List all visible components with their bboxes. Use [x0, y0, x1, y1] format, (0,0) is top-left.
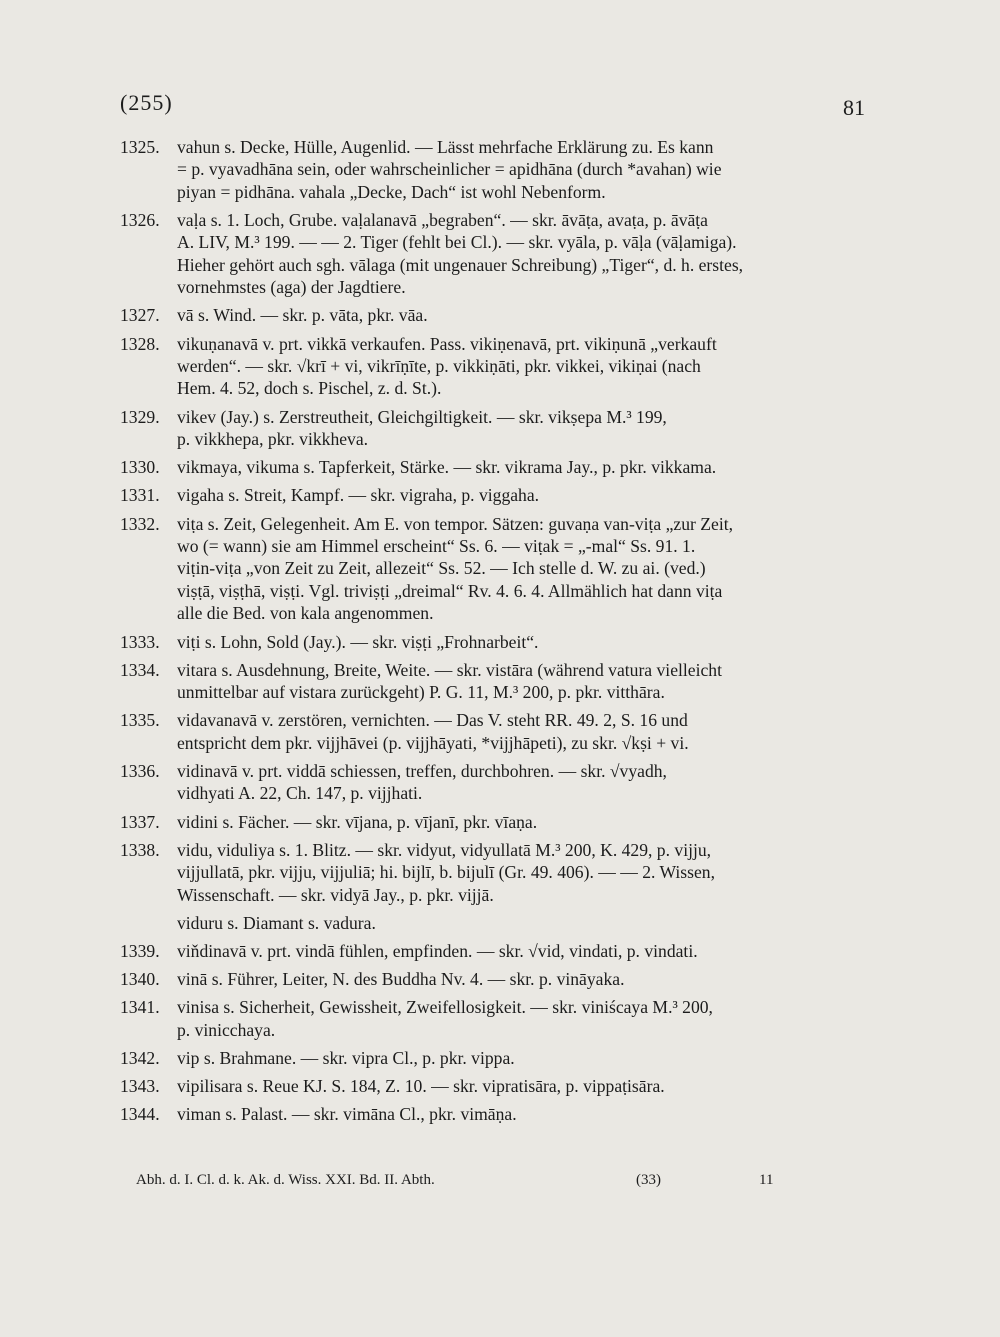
entry-line: Hieher gehört auch sgh. vālaga (mit ungenauer Schreibung) „Tiger“, d. h. erstes,: [177, 254, 744, 275]
entry-number: 1343.: [120, 1076, 160, 1097]
dictionary-entry: [120, 940, 870, 962]
page-reference: (255): [120, 90, 173, 115]
entry-number: 1344.: [120, 1104, 160, 1125]
entry-number: 1342.: [120, 1047, 160, 1068]
dictionary-entry: [120, 968, 870, 990]
entry-number: 1331.: [120, 485, 160, 506]
entry-line: werden“. — skr. √krī + vi, vikrīṇīte, p. vikkiṇāti, pkr. vikkei, vikiṇai (nach: [177, 356, 701, 377]
entry-number: 1329.: [120, 406, 160, 427]
entry-number: 1330.: [120, 457, 160, 478]
entry-line: p. vikkhepa, pkr. vikkheva.: [177, 429, 369, 450]
entry-number: 1327.: [120, 305, 160, 326]
dictionary-entry: [120, 484, 870, 506]
entry-line: vidu, viduliya s. 1. Blitz. — skr. vidyut, vidyullatā M.³ 200, K. 429, p. vijju,: [177, 839, 712, 860]
dictionary-entry: [120, 456, 870, 478]
dictionary-entry: [120, 996, 870, 1041]
entry-line: vidinavā v. prt. viddā schiessen, treffen, durchbohren. — skr. √vyadh,: [177, 760, 667, 781]
entry-line: vip s. Brahmane. — skr. vipra Cl., p. pkr. vippa.: [177, 1047, 515, 1068]
entry-number: 1341.: [120, 997, 160, 1018]
page-number: 81: [843, 95, 865, 120]
entry-line: vaḷa s. 1. Loch, Grube. vaḷalanavā „begraben“. — skr. āvāṭa, avaṭa, p. āvāṭa: [177, 210, 708, 231]
entry-number: 1325.: [120, 137, 160, 157]
entry-number: 1332.: [120, 513, 160, 534]
dictionary-entry: [120, 839, 870, 906]
entry-line: vā s. Wind. — skr. p. vāta, pkr. vāa.: [177, 305, 428, 326]
entry-line: vidhyati A. 22, Ch. 147, p. vijjhati.: [177, 783, 423, 804]
entry-line: viṭi s. Lohn, Sold (Jay.). — skr. viṣṭi „Frohnarbeit“.: [177, 631, 539, 652]
entry-line: vinā s. Führer, Leiter, N. des Buddha Nv. 4. — skr. p. vināyaka.: [177, 969, 625, 990]
entry-line: A. LIV, M.³ 199. — — 2. Tiger (fehlt bei Cl.). — skr. vyāla, p. vāḷa (vāḷamiga).: [177, 232, 737, 253]
entry-line: Hem. 4. 52, doch s. Pischel, z. d. St.).: [177, 378, 442, 399]
entry-line: vijjullatā, pkr. vijju, vijjuliā; hi. bijlī, b. bijulī (Gr. 49. 406). — — 2. Wissen,: [177, 862, 715, 883]
entry-line: piyan = pidhāna. vahala „Decke, Dach“ ist wohl Nebenform.: [177, 181, 606, 202]
dictionary-entry: [120, 304, 870, 326]
footer-publication: Abh. d. I. Cl. d. k. Ak. d. Wiss. XXI. Bd. II. Abth.: [136, 1172, 435, 1188]
dictionary-entry: [120, 631, 870, 653]
footer-signature: 11: [759, 1172, 774, 1188]
entry-number: 1334.: [120, 659, 160, 680]
entry-line: Wissenschaft. — skr. vidyā Jay., p. pkr. vijjā.: [177, 884, 494, 905]
entry-line: wo (= wann) sie am Himmel erscheint“ Ss. 6. — viṭak = „-mal“ Ss. 91. 1.: [177, 536, 696, 557]
entry-line: vidini s. Fächer. — skr. vījana, p. vījanī, pkr. vīaṇa.: [177, 811, 538, 832]
entry-line: viňdinavā v. prt. vindā fühlen, empfinden. — skr. √vid, vindati, p. vindati.: [177, 940, 698, 961]
entry-line: viṭin-viṭa „von Zeit zu Zeit, allezeit“ Ss. 52. — Ich stelle d. W. zu ai. (ved.): [177, 558, 706, 579]
entry-line: vikuṇanavā v. prt. vikkā verkaufen. Pass. vikiṇenavā, prt. vikiṇunā „verkauft: [177, 333, 717, 354]
dictionary-entry: [120, 760, 870, 805]
entry-number: 1335.: [120, 710, 160, 731]
entry-line: alle die Bed. von kala angenommen.: [177, 603, 434, 624]
dictionary-entry: [120, 912, 870, 934]
dictionary-entry: [120, 1047, 870, 1069]
dictionary-entry: [120, 1103, 870, 1125]
entry-line: viman s. Palast. — skr. vimāna Cl., pkr. vimāṇa.: [177, 1104, 517, 1125]
dictionary-entries: [120, 136, 870, 1132]
entry-number: 1326.: [120, 210, 160, 231]
entry-line: vornehmstes (aga) der Jagdtiere.: [177, 277, 406, 298]
entry-number: 1336.: [120, 760, 160, 781]
dictionary-entry: [120, 811, 870, 833]
dictionary-entry: [120, 209, 870, 299]
entry-number: 1337.: [120, 811, 160, 832]
dictionary-entry: [120, 1075, 870, 1097]
footer-sheet: (33): [636, 1172, 661, 1188]
entry-line: p. vinicchaya.: [177, 1019, 276, 1040]
entry-line: unmittelbar auf vistara zurückgeht) P. G. 11, M.³ 200, p. pkr. vitthāra.: [177, 682, 665, 703]
entry-number: 1340.: [120, 969, 160, 990]
entry-number: 1339.: [120, 940, 160, 961]
entry-line: vipilisara s. Reue KJ. S. 184, Z. 10. — skr. vipratisāra, p. vippaṭisāra.: [177, 1076, 665, 1097]
dictionary-entry: [120, 333, 870, 400]
entry-line: vigaha s. Streit, Kampf. — skr. vigraha, p. viggaha.: [177, 485, 540, 506]
entry-line: vikmaya, vikuma s. Tapferkeit, Stärke. — skr. vikrama Jay., p. pkr. vikkama.: [177, 457, 717, 478]
entry-line: entspricht dem pkr. vijjhāvei (p. vijjhāyati, *vijjhāpeti), zu skr. √kṣi + vi.: [177, 732, 689, 753]
entry-line: vinisa s. Sicherheit, Gewissheit, Zweifellosigkeit. — skr. viniścaya M.³ 200,: [177, 997, 713, 1018]
dictionary-entry: [120, 136, 870, 203]
dictionary-entry: [120, 659, 870, 704]
dictionary-entry: [120, 513, 870, 625]
entry-line: = p. vyavadhāna sein, oder wahrscheinlicher = apidhāna (durch *avahan) wie: [177, 159, 722, 180]
entry-number: 1333.: [120, 631, 160, 652]
entry-line: vahun s. Decke, Hülle, Augenlid. — Lässt mehrfache Erklärung zu. Es kann: [177, 137, 714, 157]
entry-number: 1328.: [120, 333, 160, 354]
dictionary-entry: [120, 406, 870, 451]
dictionary-entry: [120, 709, 870, 754]
entry-line: vitara s. Ausdehnung, Breite, Weite. — skr. vistāra (während vatura vielleicht: [177, 659, 722, 680]
entry-line: viṣṭā, viṣṭhā, viṣṭi. Vgl. triviṣṭi „dreimal“ Rv. 4. 6. 4. Allmählich hat dann viṭa: [177, 580, 723, 601]
entry-line: vidavanavā v. zerstören, vernichten. — Das V. steht RR. 49. 2, S. 16 und: [177, 710, 688, 731]
entry-number: 1338.: [120, 839, 160, 860]
entry-line: vikev (Jay.) s. Zerstreutheit, Gleichgiltigkeit. — skr. vikṣepa M.³ 199,: [177, 406, 667, 427]
entry-line: viṭa s. Zeit, Gelegenheit. Am E. von tempor. Sätzen: guvaṇa van-viṭa „zur Zeit,: [177, 513, 733, 534]
entry-line: viduru s. Diamant s. vadura.: [177, 912, 376, 933]
